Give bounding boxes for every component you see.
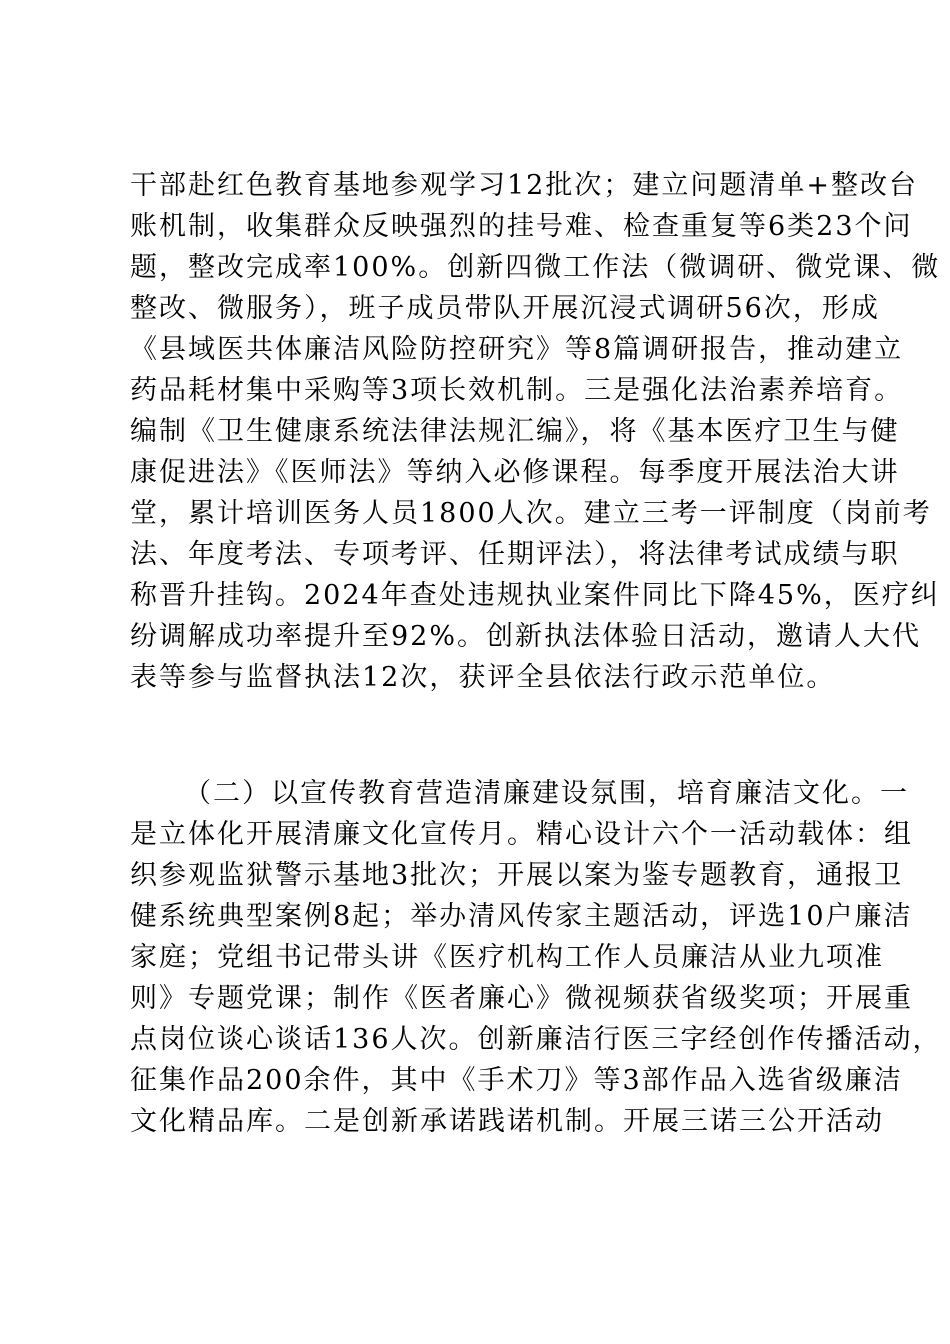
text-line: 点岗位谈心谈话136人次。创新廉洁行医三字经创作传播活动， <box>130 1024 942 1055</box>
paragraph-2 <box>130 773 942 1142</box>
text-line: 干部赴红色教育基地参观学习12批次；建立问题清单+整改台 <box>130 170 918 201</box>
text-line: 整改、微服务），班子成员带队开展沉浸式调研56次，形成 <box>130 293 880 324</box>
text-line: 则》专题党课；制作《医者廉心》微视频获省级奖项；开展重 <box>130 983 913 1014</box>
text-line: 堂，累计培训医务人员1800人次。建立三考一评制度（岗前考 <box>130 498 932 529</box>
text-line: 账机制，收集群众反映强烈的挂号难、检查重复等6类23个问 <box>130 211 913 242</box>
text-line: 征集作品200余件，其中《手术刀》等3部作品入选省级廉洁 <box>130 1065 903 1096</box>
text-line: 编制《卫生健康系统法律法规汇编》，将《基本医疗卫生与健 <box>130 416 900 447</box>
text-line: 法、年度考法、专项考评、任期评法），将法律考试成绩与职 <box>130 539 900 570</box>
text-line: 文化精品库。二是创新承诺践诺机制。开展三诺三公开活动 <box>130 1106 884 1137</box>
text-line: 纷调解成功率提升至92%。创新执法体验日活动，邀请人大代 <box>130 621 922 652</box>
text-line: 表等参与监督执法12次，获评全县依法行政示范单位。 <box>130 662 836 693</box>
text-line: 康促进法》《医师法》等纳入必修课程。每季度开展法治大讲 <box>130 457 900 488</box>
text-line: 织参观监狱警示基地3批次；开展以案为鉴专题教育，通报卫 <box>130 860 904 891</box>
paragraph-1 <box>130 165 941 698</box>
text-line: 《县域医共体廉洁风险防控研究》等8篇调研报告，推动建立 <box>130 334 904 365</box>
text-line: 药品耗材集中采购等3项长效机制。三是强化法治素养培育。 <box>130 375 904 406</box>
text-line: 家庭；党组书记带头讲《医疗机构工作人员廉洁从业九项准 <box>130 942 884 973</box>
text-line: 是立体化开展清廉文化宣传月。精心设计六个一活动载体：组 <box>130 819 913 850</box>
text-line: 称晋升挂钩。2024年查处违规执业案件同比下降45%，医疗纠 <box>130 580 940 611</box>
text-line: 健系统典型案例8起；举办清风传家主题活动，评选10户廉洁 <box>130 901 913 932</box>
text-line: 题，整改完成率100%。创新四微工作法（微调研、微党课、微 <box>130 252 941 283</box>
text-line: （二）以宣传教育营造清廉建设氛围，培育廉洁文化。一 <box>184 778 909 809</box>
